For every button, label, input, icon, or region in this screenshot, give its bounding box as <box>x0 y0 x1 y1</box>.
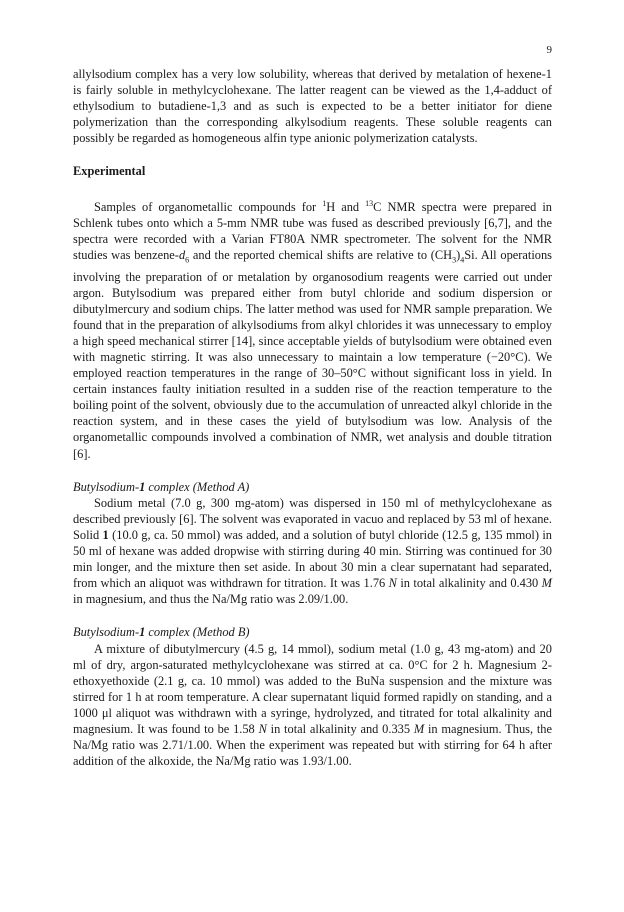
text-run: in total alkalinity and 0.335 <box>266 721 414 736</box>
text-run: C NMR spectra were prepared in Schlenk tubes onto which a 5-mm NMR tube was fused as described previously [6,7], and the spectra were recorded with a Varian FT80A NMR spectrometer. The solvent for the NMR studies was benzene- <box>73 199 552 262</box>
text-run: in magnesium. Thus, the Na/Mg ratio was 2.71/1.00. When the experiment was repeated but with stirring for 64 h after addition of the alkoxide, the Na/Mg ratio was 1.93/1.00. <box>73 721 552 769</box>
superscript: 13 <box>365 198 374 208</box>
text-run: in magnesium, and thus the Na/Mg ratio was 2.09/1.00. <box>73 592 349 607</box>
text-run: complex (Method B) <box>145 625 250 640</box>
text-run: Butylsodium- <box>73 625 140 640</box>
subscript: 6 <box>185 255 190 265</box>
text-run: in total alkalinity and 0.430 <box>396 576 542 591</box>
section-heading-experimental: Experimental <box>73 164 146 179</box>
bold-text: 1 <box>102 527 109 542</box>
intro-paragraph: allylsodium complex has a very low solubility, whereas that derived by metalation of hexene-1 is fairly soluble in methylcyclohexane. The latter reagent can be viewed as the 1,4-adduct of ethylsodium to butadiene-1,3 and as such is expected to be a better initiator for diene polymerization than the corresponding alkylsodium reagents. These soluble reagents can possibly be regarded as homogeneous alfin type anionic polymerization catalysts. <box>73 67 552 146</box>
text-run: H and <box>326 199 366 214</box>
text-run: Sodium metal (7.0 g, 300 mg-atom) was dispersed in 150 ml of methylcyclohexane as described previously [6]. The solvent was evaporated in vacuo and replaced by 53 ml of hexane. Solid <box>73 495 552 542</box>
text-run: Butylsodium- <box>73 479 140 494</box>
italic-text: N <box>388 576 397 591</box>
italic-text: M <box>541 576 552 591</box>
italic-text: M <box>413 721 425 736</box>
subsection-title-method-b <box>73 624 552 640</box>
text-run: Si. All operations involving the preparation of or metalation by organosodium reagents were carried out under argon. Butylsodium was prepared either from butyl chloride and sodium dispersion or dibutylmercury and sodium chips. The latter method was used for NMR sample preparation. We found that in the preparation of alkylsodiums from alkyl chlorides it was unnecessary to employ a high speed mechanical stirrer [14], since acceptable yields of butylsodium were obtained even with magnetic stirring. It was also unnecessary to maintain a low temperature (−20°C). We employed reaction temperatures in the range of 30–50°C without significant loss in yield. In certain instances faulty initiation resulted in a sudden rise of the reaction temperature to the boiling point of the solvent, obviously due to the accumulation of unreacted alkyl chloride in the reaction system, and in these cases the yield of butylsodium was low. Analysis of the organometallic compounds involved a combination of NMR, wet analysis and double titration [6]. <box>73 247 552 461</box>
text-run: ) <box>456 247 461 262</box>
method-a-paragraph <box>73 495 552 608</box>
bold-text: 1 <box>139 625 146 640</box>
superscript: 1 <box>322 198 327 208</box>
italic-text: N <box>258 721 267 736</box>
italic-text: d <box>178 247 186 262</box>
bold-text: 1 <box>139 479 146 494</box>
text-run: complex (Method A) <box>145 479 250 494</box>
experimental-paragraph <box>73 196 552 462</box>
article-body <box>73 66 552 769</box>
page-number: 9 <box>546 44 552 56</box>
method-b-paragraph <box>73 641 552 770</box>
subscript: 3 <box>452 255 457 265</box>
subscript: 4 <box>460 255 465 265</box>
subsection-title-method-a <box>73 479 552 495</box>
text-run: Samples of organometallic compounds for <box>94 199 323 214</box>
text-run: (10.0 g, ca. 50 mmol) was added, and a solution of butyl chloride (12.5 g, 135 mmol) in 50 ml of hexane was added dropwise with stirring during 40 min. Stirring was continued for 30 min longer, and the mixture then set aside. In about 30 min a clear supernatant had separated, from which an aliquot was withdrawn for titration. It was 1.76 <box>73 527 553 591</box>
text-run: and the reported chemical shifts are relative to (CH <box>189 247 453 262</box>
text-run: A mixture of dibutylmercury (4.5 g, 14 mmol), sodium metal (1.0 g, 43 mg-atom) and 20 ml of dry, argon-saturated methylcyclohexane was stirred at ca. 0°C for 2 h. Magnesium 2-ethoxyethoxide (2.1 g, ca. 10 mmol) was added to the BuNa suspension and the mixture was stirred for 1 h at room temperature. A clear supernatant liquid formed rapidly on standing, and a 1000 μl aliquot was withdrawn with a syringe, hydrolyzed, and titrated for total alkalinity and magnesium. It was found to be 1.58 <box>73 641 552 736</box>
